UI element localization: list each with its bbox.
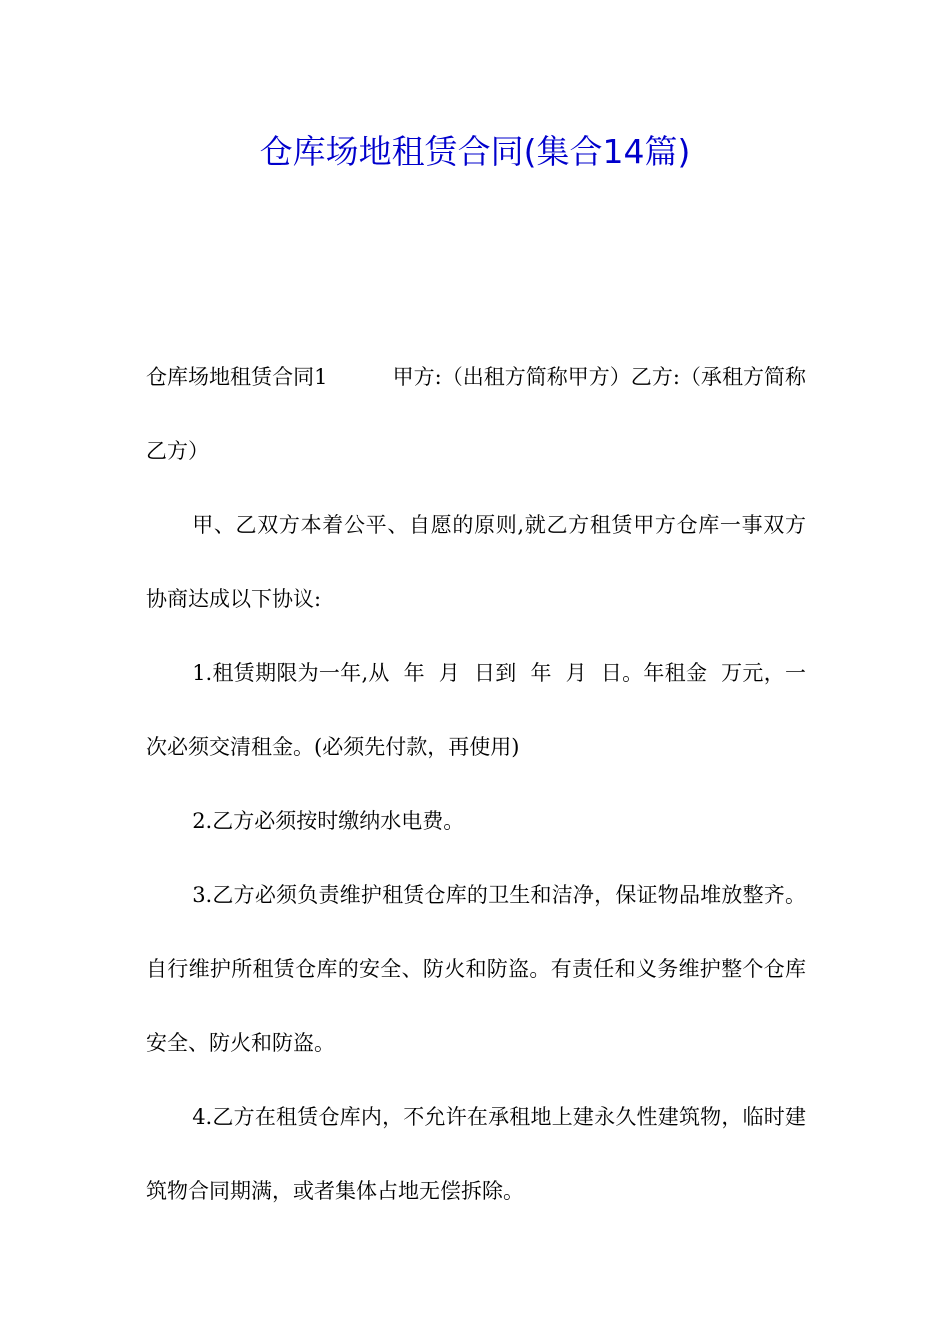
intro-paragraph bbox=[146, 340, 806, 488]
paragraph-clause-2: 2.乙方必须按时缴纳水电费。 bbox=[192, 809, 465, 833]
document-title: 仓库场地租赁合同(集合14篇) bbox=[259, 132, 691, 171]
paragraph-preamble: 甲、乙双方本着公平、自愿的原则,就乙方租赁甲方仓库一事双方协商达成以下协议: bbox=[146, 513, 806, 611]
paragraph-clause-3: 3.乙方必须负责维护租赁仓库的卫生和洁净，保证物品堆放整齐。自行维护所租赁仓库的安全、防火和防盗。有责任和义务维护整个仓库安全、防火和防盗。 bbox=[146, 883, 806, 1055]
document-body bbox=[146, 340, 806, 1228]
contract-heading: 仓库场地租赁合同1 bbox=[146, 365, 328, 389]
parties-text: 甲方:（出租方简称甲方）乙方:（承租方简称乙方） bbox=[146, 365, 806, 463]
paragraph-clause-4: 4.乙方在租赁仓库内，不允许在承租地上建永久性建筑物，临时建筑物合同期满，或者集体占地无偿拆除。 bbox=[146, 1105, 806, 1203]
paragraph-clause-1: 1.租赁期限为一年,从 年 月 日到 年 月 日。年租金 万元，一次必须交清租金。(必须先付款，再使用) bbox=[146, 661, 806, 759]
